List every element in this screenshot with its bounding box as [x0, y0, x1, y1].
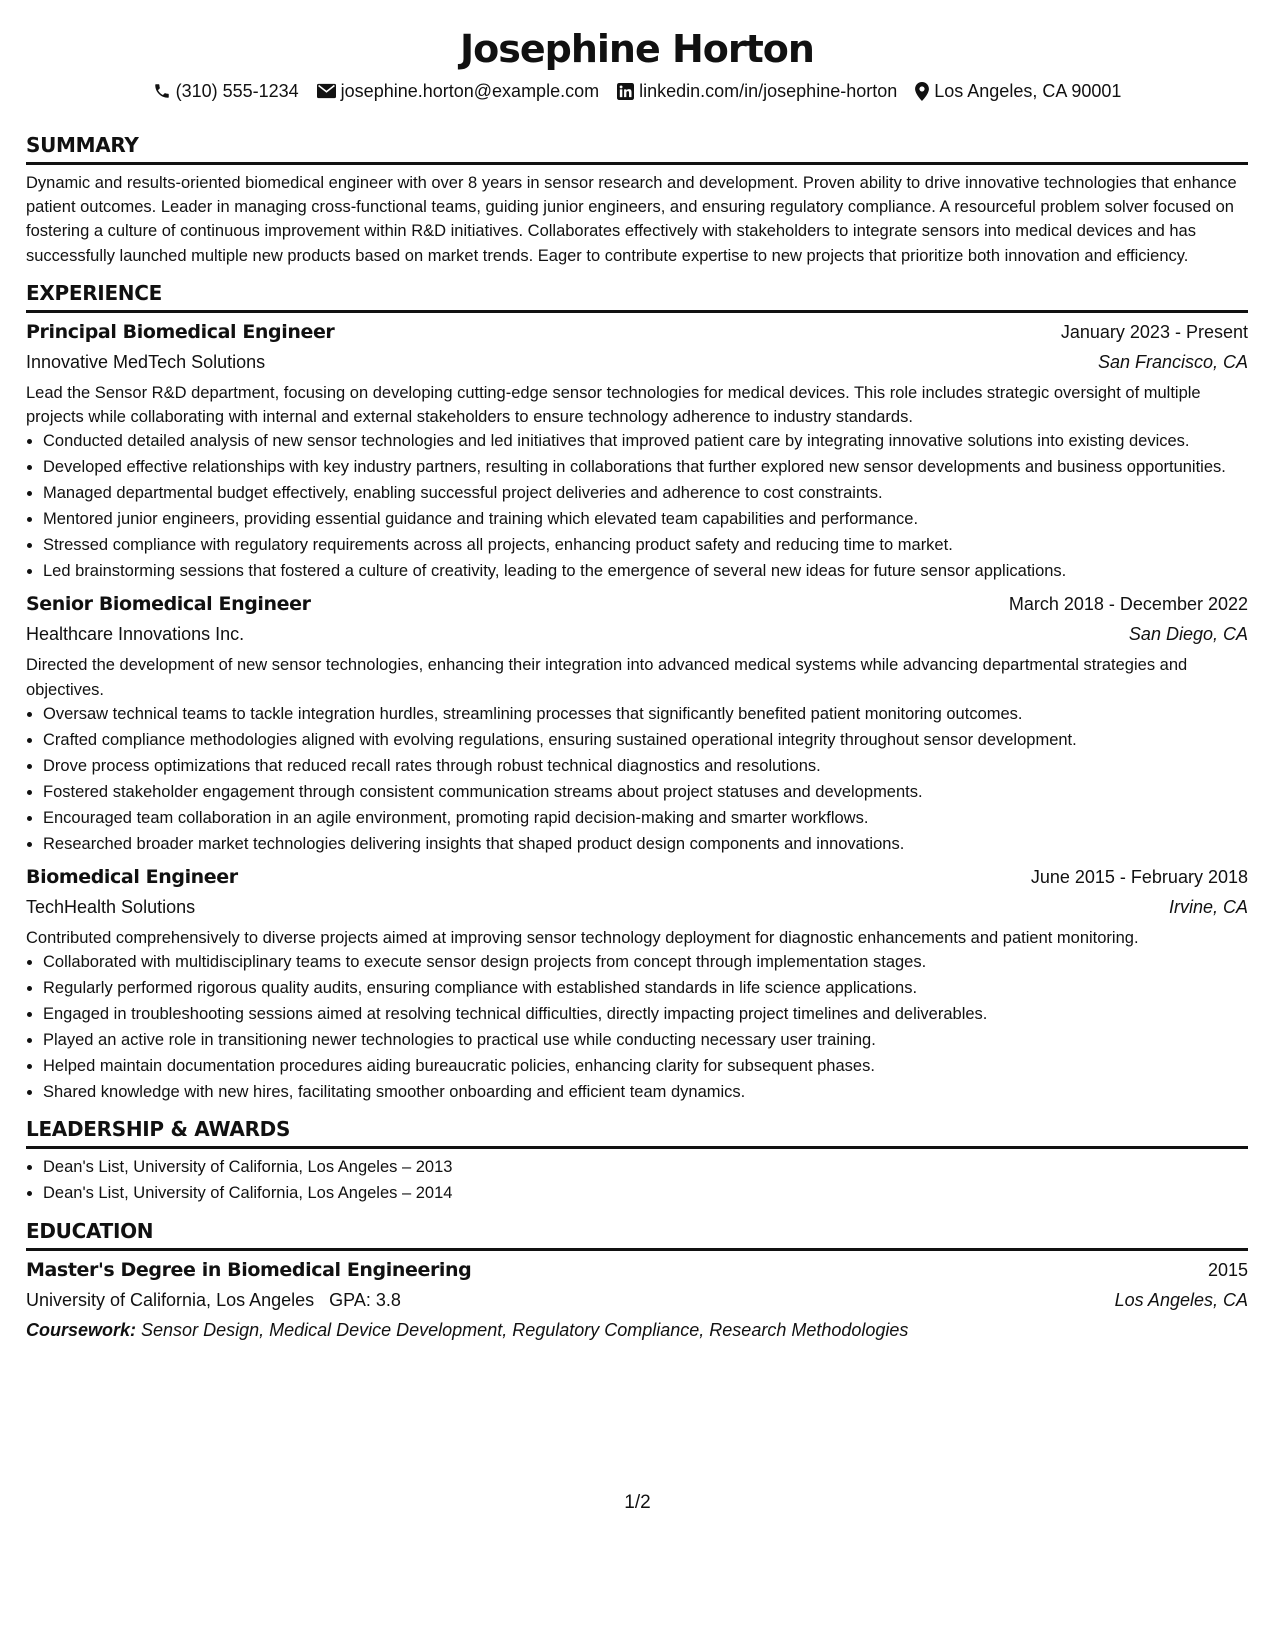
- list-item: • Crafted compliance methodologies aligned with evolving regulations, ensuring sustained operational integrity throughout sensor development.: [43, 728, 1248, 752]
- section-title-awards: LEADERSHIP & AWARDS: [26, 1116, 1248, 1149]
- education-degree: Master's Degree in Biomedical Engineering: [26, 1258, 472, 1281]
- job-subheader: [26, 347, 1248, 377]
- linkedin-icon: [617, 83, 634, 100]
- phone-text: (310) 555-1234: [175, 80, 299, 101]
- contact-email[interactable]: [317, 81, 599, 102]
- list-item: • Led brainstorming sessions that fostered a culture of creativity, leading to the emergence of several new ideas for future sensor applications.: [43, 559, 1248, 583]
- list-item: • Engaged in troubleshooting sessions aimed at resolving technical difficulties, directly impacting project timelines and deliverables.: [43, 1002, 1248, 1026]
- list-item: • Played an active role in transitioning newer technologies to practical use while conducting necessary user training.: [43, 1028, 1248, 1052]
- job-header: [26, 317, 1248, 347]
- list-item: • Helped maintain documentation procedures aiding bureaucratic policies, enhancing clarity for subsequent phases.: [43, 1054, 1248, 1078]
- list-item: • Dean's List, University of California, Los Angeles – 2014: [43, 1181, 1248, 1205]
- job-entry: [26, 317, 1248, 584]
- location-text: Los Angeles, CA 90001: [934, 80, 1122, 101]
- job-company: Healthcare Innovations Inc.: [26, 624, 245, 645]
- email-text: josephine.horton@example.com: [340, 80, 600, 101]
- list-item: • Encouraged team collaboration in an agile environment, promoting rapid decision-making and smarter workflows.: [43, 806, 1248, 830]
- list-item: • Fostered stakeholder engagement through consistent communication streams about project statuses and developments.: [43, 780, 1248, 804]
- list-item: • Developed effective relationships with key industry partners, resulting in collaborations that further explored new sensor developments and business opportunities.: [43, 455, 1248, 479]
- job-bullets: [26, 429, 1248, 583]
- education-school: University of California, Los Angeles GPA: 3.8: [26, 1289, 401, 1310]
- awards-list: [26, 1155, 1248, 1205]
- summary-text: Dynamic and results-oriented biomedical engineer with over 8 years in sensor research and development. Proven ability to drive innovative technologies that enhance patient outcomes. Leader in managing cross-functional teams, guiding junior engineers, and ensuring regulatory compliance. A resourceful problem solver focused on fostering a culture of continuous improvement within R&D initiatives. Collaborates effectively with stakeholders to integrate sensors into medical devices and has successfully launched multiple new products based on market trends. Eager to contribute expertise to new projects that prioritize both innovation and efficiency.: [26, 174, 1237, 265]
- list-item: • Managed departmental budget effectively, enabling successful project deliveries and adherence to cost constraints.: [43, 481, 1248, 505]
- job-header: [26, 862, 1248, 892]
- coursework-list: Sensor Design, Medical Device Development, Regulatory Compliance, Research Methodologies: [136, 1319, 909, 1340]
- job-location: Irvine, CA: [1168, 897, 1248, 918]
- education-section: [26, 1218, 1248, 1345]
- education-subheader: [26, 1285, 1248, 1315]
- job-subheader: [26, 892, 1248, 922]
- coursework-label: Coursework:: [26, 1319, 137, 1340]
- contact-phone[interactable]: [153, 81, 299, 102]
- map-pin-icon: [915, 82, 929, 101]
- phone-icon: [153, 82, 171, 100]
- job-location: San Francisco, CA: [1097, 351, 1248, 372]
- summary-section: [26, 132, 1248, 268]
- awards-section: [26, 1116, 1248, 1205]
- education-year: 2015: [1207, 1259, 1248, 1280]
- job-header: [26, 589, 1248, 619]
- education-coursework: [26, 1315, 1248, 1345]
- resume-page: [26, 0, 1248, 1345]
- job-entry: [26, 862, 1248, 1104]
- list-item: • Drove process optimizations that reduced recall rates through robust technical diagnostics and resolutions.: [43, 754, 1248, 778]
- candidate-name: Josephine Horton: [460, 27, 814, 71]
- job-dates: January 2023 - Present: [1060, 321, 1248, 342]
- education-location: Los Angeles, CA: [1114, 1289, 1248, 1310]
- list-item: • Dean's List, University of California, Los Angeles – 2013: [43, 1155, 1248, 1179]
- contact-linkedin[interactable]: [617, 81, 897, 102]
- section-title-summary: SUMMARY: [26, 132, 1248, 165]
- list-item: • Mentored junior engineers, providing essential guidance and training which elevated team capabilities and performance.: [43, 507, 1248, 531]
- list-item: • Researched broader market technologies delivering insights that shaped product design components and innovations.: [43, 832, 1248, 856]
- envelope-icon: [317, 83, 336, 99]
- list-item: • Shared knowledge with new hires, facilitating smoother onboarding and efficient team dynamics.: [43, 1080, 1248, 1104]
- contact-location: [915, 81, 1121, 102]
- job-location: San Diego, CA: [1128, 624, 1248, 645]
- job-company: Innovative MedTech Solutions: [26, 351, 266, 372]
- job-dates: June 2015 - February 2018: [1030, 867, 1248, 888]
- job-subheader: [26, 619, 1248, 649]
- job-title: Biomedical Engineer: [26, 866, 238, 889]
- job-bullets: [26, 702, 1248, 856]
- list-item: • Collaborated with multidisciplinary teams to execute sensor design projects from concept through implementation stages.: [43, 950, 1248, 974]
- job-company: TechHealth Solutions: [26, 897, 196, 918]
- section-title-experience: EXPERIENCE: [26, 280, 1248, 313]
- education-header: [26, 1255, 1248, 1285]
- job-title: Senior Biomedical Engineer: [26, 593, 311, 616]
- job-title: Principal Biomedical Engineer: [26, 320, 335, 343]
- job-bullets: [26, 950, 1248, 1104]
- job-entry: [26, 589, 1248, 856]
- linkedin-text: linkedin.com/in/josephine-horton: [639, 80, 898, 101]
- job-description: Directed the development of new sensor technologies, enhancing their integration into advanced medical systems while advancing departmental strategies and objectives.: [26, 656, 1188, 699]
- page-number: 1/2: [624, 1492, 651, 1513]
- job-dates: March 2018 - December 2022: [1008, 594, 1248, 615]
- list-item: • Regularly performed rigorous quality audits, ensuring compliance with established standards in life science applications.: [43, 976, 1248, 1000]
- section-title-education: EDUCATION: [26, 1218, 1248, 1251]
- list-item: • Stressed compliance with regulatory requirements across all projects, enhancing product safety and reducing time to market.: [43, 533, 1248, 557]
- list-item: • Conducted detailed analysis of new sensor technologies and led initiatives that improved patient care by integrating innovative solutions into existing devices.: [43, 429, 1248, 453]
- list-item: • Oversaw technical teams to tackle integration hurdles, streamlining processes that significantly benefited patient monitoring outcomes.: [43, 702, 1248, 726]
- contact-bar: [26, 78, 1248, 104]
- experience-section: [26, 280, 1248, 1105]
- job-description: Lead the Sensor R&D department, focusing on developing cutting-edge sensor technologies for medical devices. This role includes strategic oversight of multiple projects while collaborating with internal and external stakeholders to ensure technology adherence to industry standards.: [26, 383, 1201, 427]
- job-description: Contributed comprehensively to diverse projects aimed at improving sensor technology deployment for diagnostic enhancements and patient monitoring.: [26, 929, 1139, 948]
